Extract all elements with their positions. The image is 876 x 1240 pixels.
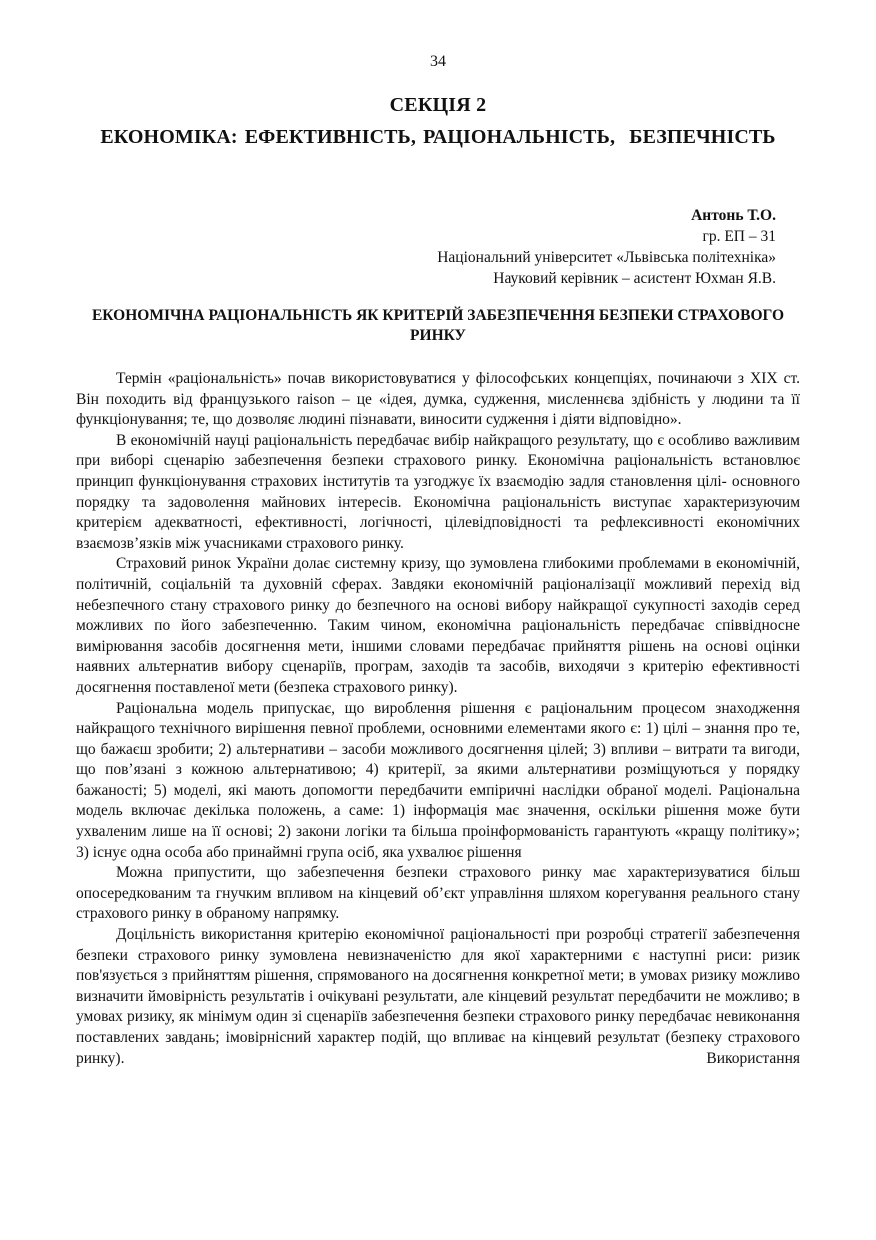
author-block: [437, 205, 776, 289]
section-subtitle: ЕКОНОМІКА: ЕФЕКТИВНІСТЬ, РАЦІОНАЛЬНІСТЬ, БЕЗПЕЧНІСТЬ: [100, 126, 776, 148]
article-body: [76, 369, 800, 1069]
paragraph: Доцільність використання критерію економічної раціональності при розробці стратегії забезпечення безпеки страхового ринку зумовлена невизначеністю для якої характерними є наступні риси: ризик пов'язується з прийняттям рішення, спрямованого на досягнення конкретної мети; в умовах ризику можливо визначити ймовірність результатів і очікувані результати, але кінцевий результат передбачити не можливо; в умовах ризику, як мінімум один зі сценаріїв забезпечення безпеки страхового ринку передбачає невиконання поставлених завдань; імовірнісний характер подій, що впливає на кінцевий результат (безпеку страхового ринку). Використання: [76, 926, 800, 1067]
author-university: Національний університет «Львівська політехніка»: [437, 249, 776, 266]
author-supervisor: Науковий керівник – асистент Юхман Я.В.: [493, 270, 776, 287]
paragraph: Раціональна модель припускає, що вироблення рішення є раціональним процесом знаходження найкращого технічного вирішення певної проблеми, основними елементами якого є: 1) цілі – знання про те, що бажаєш зробити; 2) альтернативи – засоби можливого досягнення цілей; 3) впливи – витрати та вигоди, що пов’язані з кожною альтернативою; 4) критерії, за якими альтернативи розміщуються у порядку бажаності; 5) моделі, які мають допомогти передбачити емпіричні наслідки обраної моделі. Раціональна модель включає декілька положень, а саме: 1) інформація має значення, оскільки рішення може бути ухваленим лише на її основі; 2) закони логіки та більша проінформованість гарантують «кращу політику»; 3) існує одна особа або принаймні група осіб, яка ухвалює рішення: [76, 699, 800, 861]
section-title: СЕКЦІЯ 2: [389, 94, 487, 116]
paragraph: Можна припустити, що забезпечення безпеки страхового ринку має характеризуватися більш опосередкованим та гнучким впливом на кінцевий об’єкт управління шляхом корегування реального стану страхового ринку в обраному напрямку.: [76, 864, 800, 923]
paragraph: Термін «раціональність» почав використовуватися у філософських концепціях, починаючи з XIX ст. Він походить від французького raison – це «ідея, думка, судження, мисленнєва здібність у людини та її функціонування; те, що дозволяє людині пізнавати, виносити судження і діяти відповідно».: [76, 370, 800, 429]
page-number: 34: [430, 53, 446, 70]
author-group: гр. ЕП – 31: [702, 228, 776, 245]
author-name: Антонь Т.О.: [691, 207, 776, 224]
paragraph: В економічній науці раціональність передбачає вибір найкращого результату, що є особливо важливим при виборі сценарію забезпечення безпеки страхового ринку. Економічна раціональність встановлює принцип функціонування страхових інститутів та узгоджує їх взаємодію задля становлення цілі- основного порядку та задоволення майнових інтересів. Економічна раціональність виступає характеризуючим критерієм адекватності, ефективності, логічності, цілевідповідності та рефлексивності економічних взаємозв’язків між учасниками страхового ринку.: [76, 431, 800, 552]
article-title: ЕКОНОМІЧНА РАЦІОНАЛЬНІСТЬ ЯК КРИТЕРІЙ ЗАБЕЗПЕЧЕННЯ БЕЗПЕКИ СТРАХОВОГО РИНКУ: [91, 307, 785, 344]
paragraph: Страховий ринок України долає системну кризу, що зумовлена глибокими проблемами в економічній, політичній, соціальній та духовній сферах. Завдяки економічній раціоналізації можливий перехід від небезпечного стану страхового ринку до безпечного на основі вибору найкращої сукупності заходів серед можливих по його забезпеченню. Таким чином, економічна раціональність передбачає співвідносне вимірювання засобів досягнення мети, іншими словами передбачає прийняття рішень на основі оцінки наявних альтернатив вибору сценаріїв, програм, заходів та засобів, виходячи з критерію ефективності досягнення поставленої мети (безпека страхового ринку).: [76, 555, 800, 696]
